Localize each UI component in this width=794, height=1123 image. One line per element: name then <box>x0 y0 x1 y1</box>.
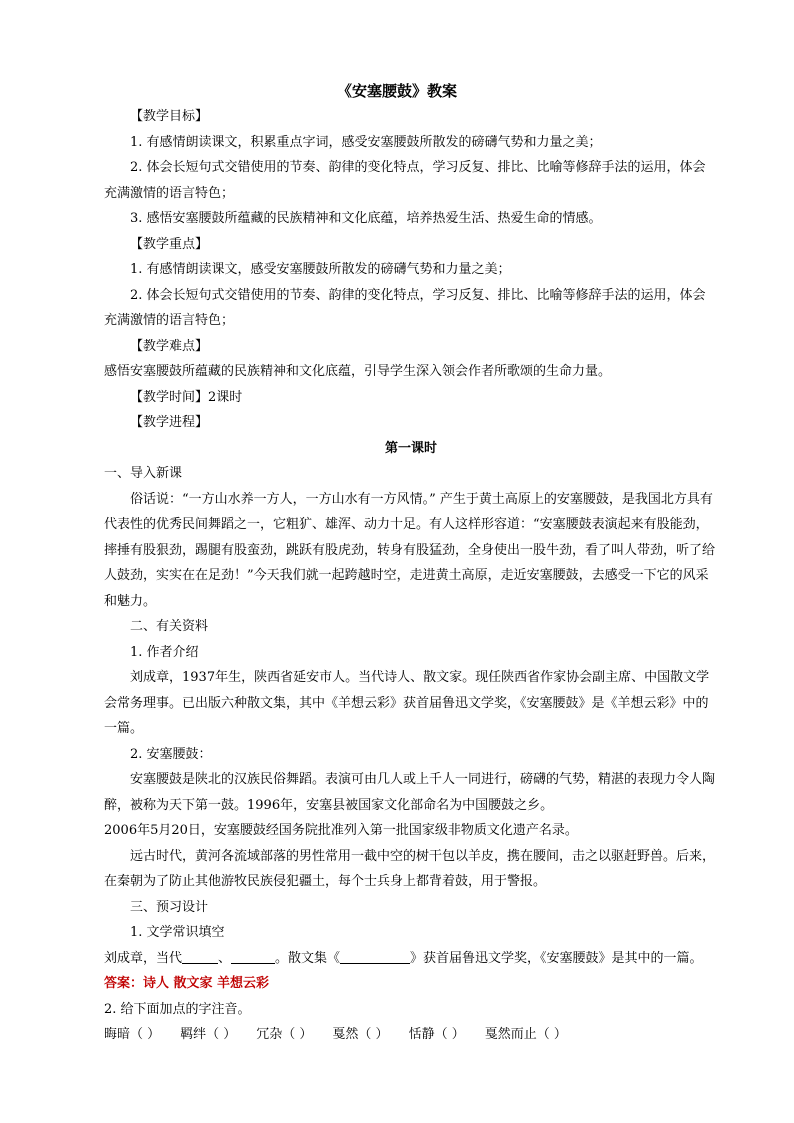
pinyin-item: 戛然而止（ ） <box>484 1027 567 1042</box>
process-heading: 【教学进程】 <box>130 415 209 430</box>
fill-text: 刘成章，当代 <box>104 950 183 966</box>
pinyin-item: 晦暗（ ） <box>104 1027 161 1042</box>
answer-text: 答案：诗人 散文家 羊想云彩 <box>104 976 270 991</box>
objective-item: 2. 体会长短句式交错使用的节奏、韵律的变化特点，学习反复、排比、比喻等修辞手法的运用，体会充满激情的语言特色； <box>104 160 706 201</box>
pinyin-item: 冗杂（ ） <box>256 1027 313 1042</box>
section1-heading: 一、导入新课 <box>104 466 183 481</box>
objectives-heading: 【教学目标】 <box>130 109 209 124</box>
fill-blank[interactable] <box>340 949 410 964</box>
pinyin-heading: 2. 给下面加点的字注音。 <box>104 1001 251 1017</box>
objective-item: 1. 有感情朗读课文，积累重点字词，感受安塞腰鼓所散发的磅礴气势和力量之美； <box>130 134 602 150</box>
pinyin-item: 羁绊（ ） <box>180 1027 237 1042</box>
drum-text: 2006年5月20日，安塞腰鼓经国务院批准列入第一批国家级非物质文化遗产名录。 <box>104 823 578 838</box>
drum-heading: 2. 安塞腰鼓： <box>130 746 212 762</box>
section1-text: 俗话说：“一方山水养一方人，一方山水有一方风情。” 产生于黄土高原上的安塞腰鼓，是我国北方具有代表性的优秀民间舞蹈之一，它粗犷、雄浑、动力十足。有人这样形容道：“安塞腰鼓表演起来有股能劲，摔捶有股狠劲，踢腿有股蛮劲，跳跃有股虎劲，转身有股猛劲，全身使出一股牛劲，看了叫人带劲，听了给人鼓劲，实实在在足劲！”今天我们就一起跨越时空，走进黄土高原，走近安塞腰鼓，去感受一下它的风采和魅力。 <box>104 491 716 609</box>
key-points-heading: 【教学重点】 <box>130 236 209 252</box>
teaching-time: 【教学时间】2课时 <box>130 389 243 405</box>
fill-text: 。散文集《 <box>275 950 341 966</box>
fill-question <box>104 946 718 972</box>
drum-text: 远古时代，黄河各流域部落的男性常用一截中空的树干包以羊皮，携在腰间，击之以驱赶野兽。后来，在秦朝为了防止其他游牧民族侵犯疆土，每个士兵身上都背着鼓，用于警报。 <box>104 848 716 889</box>
page-title: 《安塞腰鼓》教案 <box>336 82 457 100</box>
section3-heading: 三、预习设计 <box>130 899 209 915</box>
pinyin-item: 戛然（ ） <box>332 1027 389 1042</box>
fill-text: 》获首届鲁迅文学奖，《安塞腰鼓》是其中的一篇。 <box>410 950 703 966</box>
fill-text: 、 <box>218 950 232 966</box>
difficulties-text: 感悟安塞腰鼓所蕴藏的民族精神和文化底蕴，引导学生深入领会作者所歌颂的生命力量。 <box>104 364 612 379</box>
author-text: 刘成章，1937年生，陕西省延安市人。当代诗人、散文家。现任陕西省作家协会副主席、中国散文学会常务理事。已出版六种散文集，其中《羊想云彩》获首届鲁迅文学奖，《安塞腰鼓》是《羊想云彩》中的一篇。 <box>104 670 710 736</box>
pinyin-item: 恬静（ ） <box>408 1027 465 1042</box>
section2-heading: 二、有关资料 <box>130 619 209 634</box>
fill-blank[interactable] <box>231 949 275 964</box>
objective-item: 3. 感悟安塞腰鼓所蕴藏的民族精神和文化底蕴，培养热爱生活、热爱生命的情感。 <box>130 211 602 226</box>
document-body <box>104 104 718 1048</box>
pinyin-items <box>104 1022 718 1048</box>
fill-blank[interactable] <box>182 949 218 964</box>
key-point-item: 1. 有感情朗读课文，感受安塞腰鼓所散发的磅礴气势和力量之美； <box>130 262 511 277</box>
fill-heading: 1. 文学常识填空 <box>130 925 225 940</box>
author-heading: 1. 作者介绍 <box>130 644 199 660</box>
lesson-heading: 第一课时 <box>384 440 437 456</box>
difficulties-heading: 【教学难点】 <box>130 338 209 354</box>
drum-text: 安塞腰鼓是陕北的汉族民俗舞蹈。表演可由几人或上千人一同进行，磅礴的气势，精湛的表现力令人陶醉，被称为天下第一鼓。1996年，安塞县被国家文化部命名为中国腰鼓之乡。 <box>104 772 716 813</box>
key-point-item: 2. 体会长短句式交错使用的节奏、韵律的变化特点，学习反复、排比、比喻等修辞手法的运用，体会充满激情的语言特色； <box>104 287 706 328</box>
